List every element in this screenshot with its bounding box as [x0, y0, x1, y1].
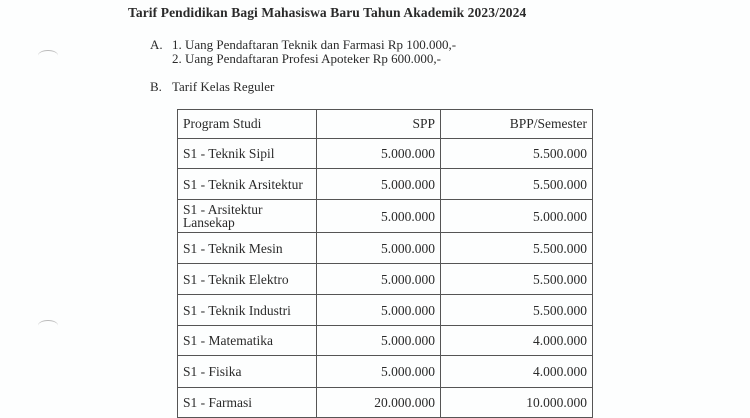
bpp-cell: 5.500.000 [441, 295, 593, 326]
spp-cell: 5.000.000 [317, 139, 441, 169]
bpp-cell: 5.500.000 [441, 264, 593, 295]
tuition-table [177, 109, 593, 418]
spp-cell: 5.000.000 [317, 169, 441, 200]
spp-cell: 5.000.000 [317, 200, 441, 233]
punch-hole-mark-top [38, 50, 58, 61]
table-row [178, 388, 593, 418]
program-cell: S1 - Teknik Arsitektur [178, 169, 317, 200]
table-header-row [178, 110, 593, 139]
spp-cell: 20.000.000 [317, 388, 441, 418]
header-program-studi: Program Studi [178, 110, 317, 139]
punch-hole-mark-bottom [38, 320, 58, 331]
section-a-item-2: 2. Uang Pendaftaran Profesi Apoteker Rp 600.000,- [172, 51, 441, 66]
section-b [150, 79, 274, 95]
section-a-item-1: 1. Uang Pendaftaran Teknik dan Farmasi Rp 100.000,- [172, 37, 457, 52]
table-row [178, 169, 593, 200]
table-row [178, 326, 593, 356]
spp-cell: 5.000.000 [317, 326, 441, 356]
table-row [178, 139, 593, 169]
program-cell: S1 - Arsitektur Lansekap [178, 200, 317, 233]
program-cell: S1 - Matematika [178, 326, 317, 356]
section-b-title: Tarif Kelas Reguler [172, 79, 275, 94]
program-cell: S1 - Farmasi [178, 388, 317, 418]
bpp-cell: 5.500.000 [441, 139, 593, 169]
spp-cell: 5.000.000 [317, 233, 441, 264]
header-bpp: BPP/Semester [441, 110, 593, 139]
program-cell: S1 - Teknik Industri [178, 295, 317, 326]
program-cell: S1 - Teknik Mesin [178, 233, 317, 264]
header-spp: SPP [317, 110, 441, 139]
section-b-label: B. [150, 79, 162, 94]
program-cell: S1 - Teknik Sipil [178, 139, 317, 169]
bpp-cell: 5.000.000 [441, 200, 593, 233]
table-row [178, 295, 593, 326]
table-row [178, 264, 593, 295]
bpp-cell: 4.000.000 [441, 326, 593, 356]
spp-cell: 5.000.000 [317, 264, 441, 295]
bpp-cell: 5.500.000 [441, 169, 593, 200]
bpp-cell: 10.000.000 [441, 388, 593, 418]
program-cell: S1 - Fisika [178, 356, 317, 388]
table-row [178, 233, 593, 264]
section-a-label: A. [150, 37, 163, 52]
table-row [178, 356, 593, 388]
program-cell: S1 - Teknik Elektro [178, 264, 317, 295]
bpp-cell: 4.000.000 [441, 356, 593, 388]
spp-cell: 5.000.000 [317, 295, 441, 326]
spp-cell: 5.000.000 [317, 356, 441, 388]
table-row [178, 200, 593, 233]
document-title: Tarif Pendidikan Bagi Mahasiswa Baru Tahun Akademik 2023/2024 [128, 5, 527, 20]
bpp-cell: 5.500.000 [441, 233, 593, 264]
